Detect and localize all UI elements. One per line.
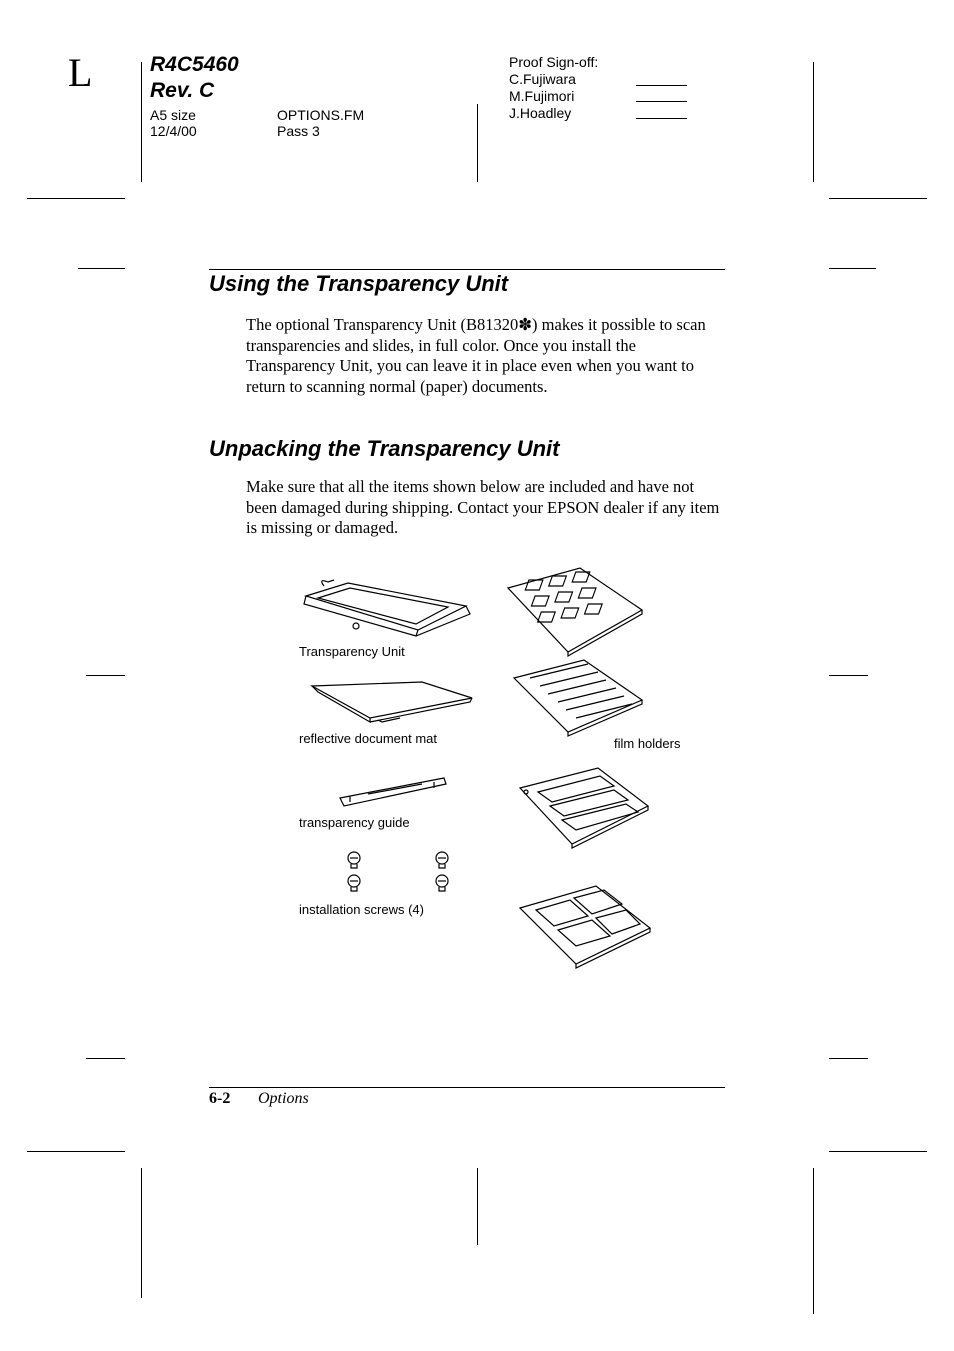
transparency-guide-icon <box>338 776 448 808</box>
pass-number: Pass 3 <box>277 123 320 139</box>
signoff-name: C.Fujiwara <box>509 71 576 87</box>
crop-mark <box>141 62 142 182</box>
section-title: Using the Transparency Unit <box>209 271 509 296</box>
crop-mark <box>829 675 868 676</box>
section-title: Unpacking the Transparency Unit <box>209 436 560 461</box>
crop-mark <box>477 1168 478 1245</box>
document-mat-icon <box>310 678 475 724</box>
film-holder-icon <box>506 566 646 656</box>
crop-mark <box>477 104 478 182</box>
caption-film-holders: film holders <box>614 736 681 751</box>
signoff-title: Proof Sign-off: <box>509 54 599 70</box>
crop-mark <box>78 268 125 269</box>
crop-mark <box>813 62 814 182</box>
print-date: 12/4/00 <box>150 123 197 139</box>
paper-size: A5 size <box>150 107 196 123</box>
signoff-line <box>636 101 687 102</box>
file-name: OPTIONS.FM <box>277 107 365 123</box>
film-holder-icon <box>512 658 644 736</box>
section-body: Make sure that all the items shown below are included and have not been damaged during shipping. Contact your EPSON dealer if any item is missing or damaged. <box>246 477 720 538</box>
film-holder-icon <box>518 766 650 848</box>
signoff-line <box>636 85 687 86</box>
revision: Rev. C <box>150 79 215 102</box>
page-number: 6-2 <box>209 1090 231 1107</box>
model-number: R4C5460 <box>150 53 239 76</box>
caption-transparency-guide: transparency guide <box>299 815 410 830</box>
section-body: The optional Transparency Unit (B81320✽) makes it possible to scan transparencies and slides, in full color. Once you install the Transparency Unit, you can leave it in place even when you want to return to scanning normal (paper) documents. <box>246 315 706 396</box>
crop-mark <box>829 1058 868 1059</box>
crop-mark <box>27 1151 125 1152</box>
transparency-unit-icon <box>298 574 476 638</box>
signoff-line <box>636 118 687 119</box>
crop-mark <box>813 1168 814 1314</box>
caption-screws: installation screws (4) <box>299 902 424 917</box>
side-letter: L <box>68 50 93 95</box>
crop-mark <box>829 198 927 199</box>
footer-section: Options <box>258 1090 309 1107</box>
section-rule <box>209 269 725 270</box>
caption-transparency-unit: Transparency Unit <box>299 644 405 659</box>
footer-rule <box>209 1087 725 1088</box>
screw-icon <box>344 850 454 895</box>
crop-mark <box>86 675 125 676</box>
crop-mark <box>27 198 125 199</box>
signoff-name: M.Fujimori <box>509 88 575 104</box>
signoff-name: J.Hoadley <box>509 105 572 121</box>
caption-document-mat: reflective document mat <box>299 731 438 746</box>
crop-mark <box>829 1151 927 1152</box>
film-holder-icon <box>518 884 652 968</box>
crop-mark <box>141 1168 142 1298</box>
crop-mark <box>86 1058 125 1059</box>
crop-mark <box>829 268 876 269</box>
